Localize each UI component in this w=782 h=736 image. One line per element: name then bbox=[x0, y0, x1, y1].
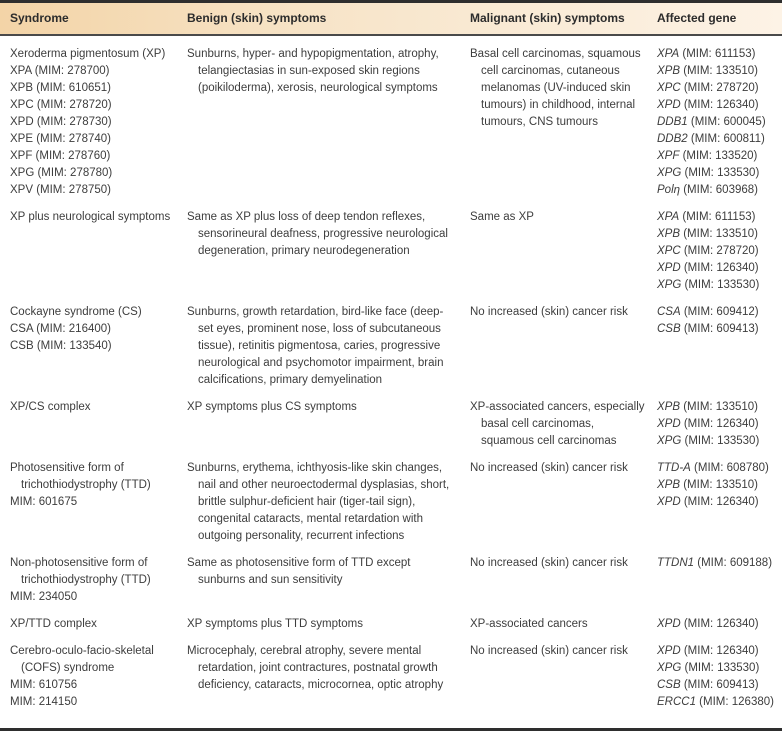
table-row bbox=[0, 555, 782, 606]
benign-symptoms-text: Same as XP plus loss of deep tendon reflexes, sensorineural deafness, progressive neurological degeneration, primary neurodegeneration bbox=[187, 211, 448, 257]
syndrome-line: trichothiodystrophy (TTD) bbox=[21, 479, 151, 491]
gene-symbol: CSB bbox=[657, 679, 681, 691]
gene-line: XPC (MIM: 278720) bbox=[657, 82, 759, 94]
syndrome-line: MIM: 214150 bbox=[10, 696, 78, 708]
benign-symptoms-cell bbox=[187, 399, 470, 450]
syndrome-cell bbox=[0, 555, 187, 606]
benign-symptoms-text: Microcephaly, cerebral atrophy, severe mental retardation, joint contractures, postnatal growth deficiency, cataracts, microcornea, optic atrophy bbox=[187, 645, 444, 691]
table-row bbox=[0, 643, 782, 711]
malignant-symptoms-text: No increased (skin) cancer risk bbox=[470, 462, 628, 474]
table-row bbox=[0, 46, 782, 199]
syndrome-cell bbox=[0, 46, 187, 199]
syndrome-line: Non-photosensitive form of bbox=[10, 557, 148, 569]
malignant-symptoms-text: No increased (skin) cancer risk bbox=[470, 557, 628, 569]
gene-line: CSB (MIM: 609413) bbox=[657, 679, 759, 691]
gene-symbol: XPD bbox=[657, 262, 681, 274]
gene-line: XPG (MIM: 133530) bbox=[657, 662, 760, 674]
gene-symbol: XPG bbox=[657, 435, 682, 447]
genes-cell bbox=[657, 555, 782, 606]
genes-cell bbox=[657, 643, 782, 711]
gene-symbol: CSB bbox=[657, 323, 681, 335]
malignant-symptoms-text: No increased (skin) cancer risk bbox=[470, 645, 628, 657]
gene-symbol: XPD bbox=[657, 645, 681, 657]
gene-line: DDB2 (MIM: 600811) bbox=[657, 133, 765, 145]
syndrome-line: XP/TTD complex bbox=[10, 618, 97, 630]
table-row bbox=[0, 304, 782, 389]
syndrome-line: (COFS) syndrome bbox=[21, 662, 115, 674]
gene-line: XPG (MIM: 133530) bbox=[657, 167, 760, 179]
malignant-symptoms-text: Basal cell carcinomas, squamous cell carcinomas, cutaneous melanomas (UV-induced skin tumours) in childhood, internal tumours, CNS tumours bbox=[470, 48, 641, 128]
syndrome-line: XPV (MIM: 278750) bbox=[10, 184, 111, 196]
gene-symbol: XPF bbox=[657, 150, 680, 162]
syndrome-line: Xeroderma pigmentosum (XP) bbox=[10, 48, 166, 60]
syndrome-line: MIM: 601675 bbox=[10, 496, 78, 508]
gene-line: XPD (MIM: 126340) bbox=[657, 645, 759, 657]
malignant-symptoms-cell bbox=[470, 399, 657, 450]
gene-symbol: XPA bbox=[657, 211, 680, 223]
malignant-symptoms-cell bbox=[470, 46, 657, 199]
genes-cell bbox=[657, 616, 782, 633]
gene-line: XPC (MIM: 278720) bbox=[657, 245, 759, 257]
gene-line: DDB1 (MIM: 600045) bbox=[657, 116, 766, 128]
gene-line: XPA (MIM: 611153) bbox=[657, 48, 756, 60]
gene-line: XPD (MIM: 126340) bbox=[657, 618, 759, 630]
gene-line: XPD (MIM: 126340) bbox=[657, 496, 759, 508]
genes-cell bbox=[657, 46, 782, 199]
benign-symptoms-text: XP symptoms plus TTD symptoms bbox=[187, 618, 363, 630]
gene-line: XPD (MIM: 126340) bbox=[657, 262, 759, 274]
gene-line: XPB (MIM: 133510) bbox=[657, 228, 758, 240]
gene-symbol: XPG bbox=[657, 662, 682, 674]
benign-symptoms-cell bbox=[187, 616, 470, 633]
gene-line: TTDN1 (MIM: 609188) bbox=[657, 557, 773, 569]
syndrome-line: MIM: 610756 bbox=[10, 679, 78, 691]
gene-symbol: XPD bbox=[657, 99, 681, 111]
gene-symbol: Polη bbox=[657, 184, 681, 196]
benign-symptoms-cell bbox=[187, 46, 470, 199]
syndrome-line: Cockayne syndrome (CS) bbox=[10, 306, 142, 318]
column-header-gene: Affected gene bbox=[657, 11, 737, 25]
syndrome-line: CSA (MIM: 216400) bbox=[10, 323, 111, 335]
column-header-benign: Benign (skin) symptoms bbox=[187, 11, 327, 25]
syndrome-line: Cerebro-oculo-facio-skeletal bbox=[10, 645, 154, 657]
malignant-symptoms-text: Same as XP bbox=[470, 211, 534, 223]
gene-line: Polη (MIM: 603968) bbox=[657, 184, 758, 196]
gene-line: CSB (MIM: 609413) bbox=[657, 323, 759, 335]
gene-symbol: XPB bbox=[657, 401, 681, 413]
column-header-syndrome: Syndrome bbox=[10, 11, 69, 25]
gene-symbol: XPC bbox=[657, 82, 681, 94]
malignant-symptoms-text: XP-associated cancers, especially basal cell carcinomas, squamous cell carcinomas bbox=[470, 401, 645, 447]
gene-symbol: CSA bbox=[657, 306, 681, 318]
gene-symbol: ERCC1 bbox=[657, 696, 696, 708]
gene-line: XPB (MIM: 133510) bbox=[657, 401, 758, 413]
benign-symptoms-cell bbox=[187, 555, 470, 606]
gene-symbol: XPB bbox=[657, 65, 681, 77]
gene-symbol: TTDN1 bbox=[657, 557, 695, 569]
malignant-symptoms-text: No increased (skin) cancer risk bbox=[470, 306, 628, 318]
malignant-symptoms-text: XP-associated cancers bbox=[470, 618, 588, 630]
gene-symbol: XPA bbox=[657, 48, 680, 60]
gene-symbol: XPD bbox=[657, 418, 681, 430]
genes-cell bbox=[657, 209, 782, 294]
syndrome-line: XPA (MIM: 278700) bbox=[10, 65, 110, 77]
malignant-symptoms-cell bbox=[470, 460, 657, 545]
syndrome-line: XPF (MIM: 278760) bbox=[10, 150, 111, 162]
malignant-symptoms-cell bbox=[470, 304, 657, 389]
syndrome-cell bbox=[0, 399, 187, 450]
gene-line: ERCC1 (MIM: 126380) bbox=[657, 696, 774, 708]
syndrome-cell bbox=[0, 209, 187, 294]
gene-line: XPG (MIM: 133530) bbox=[657, 435, 760, 447]
gene-line: XPB (MIM: 133510) bbox=[657, 65, 758, 77]
gene-line: TTD-A (MIM: 608780) bbox=[657, 462, 769, 474]
gene-line: CSA (MIM: 609412) bbox=[657, 306, 759, 318]
table-row bbox=[0, 399, 782, 450]
gene-line: XPF (MIM: 133520) bbox=[657, 150, 758, 162]
gene-symbol: XPD bbox=[657, 496, 681, 508]
syndrome-cell bbox=[0, 643, 187, 711]
gene-line: XPD (MIM: 126340) bbox=[657, 99, 759, 111]
benign-symptoms-cell bbox=[187, 460, 470, 545]
gene-line: XPB (MIM: 133510) bbox=[657, 479, 758, 491]
table-row bbox=[0, 616, 782, 633]
syndrome-line: XPG (MIM: 278780) bbox=[10, 167, 113, 179]
gene-line: XPG (MIM: 133530) bbox=[657, 279, 760, 291]
benign-symptoms-cell bbox=[187, 209, 470, 294]
syndrome-line: XPB (MIM: 610651) bbox=[10, 82, 111, 94]
table-header-row bbox=[0, 3, 782, 36]
gene-symbol: XPG bbox=[657, 279, 682, 291]
gene-symbol: XPD bbox=[657, 618, 681, 630]
benign-symptoms-cell bbox=[187, 643, 470, 711]
genes-cell bbox=[657, 460, 782, 545]
benign-symptoms-text: XP symptoms plus CS symptoms bbox=[187, 401, 357, 413]
syndrome-line: XP plus neurological symptoms bbox=[10, 211, 171, 223]
table-body bbox=[0, 36, 782, 711]
malignant-symptoms-cell bbox=[470, 209, 657, 294]
genes-cell bbox=[657, 399, 782, 450]
gene-symbol: DDB2 bbox=[657, 133, 688, 145]
gene-symbol: XPB bbox=[657, 479, 681, 491]
syndrome-cell bbox=[0, 304, 187, 389]
syndrome-line: XPE (MIM: 278740) bbox=[10, 133, 111, 145]
column-header-malignant: Malignant (skin) symptoms bbox=[470, 11, 625, 25]
gene-line: XPD (MIM: 126340) bbox=[657, 418, 759, 430]
table-bottom-rule bbox=[0, 728, 782, 731]
syndrome-line: XPC (MIM: 278720) bbox=[10, 99, 112, 111]
gene-symbol: XPC bbox=[657, 245, 681, 257]
gene-symbol: DDB1 bbox=[657, 116, 688, 128]
benign-symptoms-text: Sunburns, hyper- and hypopigmentation, atrophy, telangiectasias in sun-exposed skin regions (poikiloderma), xerosis, neurological symptoms bbox=[187, 48, 439, 94]
syndrome-cell bbox=[0, 460, 187, 545]
gene-symbol: TTD-A bbox=[657, 462, 691, 474]
malignant-symptoms-cell bbox=[470, 643, 657, 711]
syndrome-line: XP/CS complex bbox=[10, 401, 91, 413]
benign-symptoms-cell bbox=[187, 304, 470, 389]
syndrome-line: MIM: 234050 bbox=[10, 591, 78, 603]
gene-symbol: XPG bbox=[657, 167, 682, 179]
benign-symptoms-text: Sunburns, growth retardation, bird-like face (deep-set eyes, prominent nose, loss of subcutaneous tissue), retinitis pigmentosa, caries, progressive neurological and psychomotor impairment, brain calcifications, primary demyelination bbox=[187, 306, 444, 386]
benign-symptoms-text: Same as photosensitive form of TTD except sunburns and sun sensitivity bbox=[187, 557, 411, 586]
malignant-symptoms-cell bbox=[470, 616, 657, 633]
gene-symbol: XPB bbox=[657, 228, 681, 240]
syndrome-line: trichothiodystrophy (TTD) bbox=[21, 574, 151, 586]
syndrome-line: XPD (MIM: 278730) bbox=[10, 116, 112, 128]
malignant-symptoms-cell bbox=[470, 555, 657, 606]
table-row bbox=[0, 460, 782, 545]
syndrome-cell bbox=[0, 616, 187, 633]
syndrome-line: CSB (MIM: 133540) bbox=[10, 340, 112, 352]
syndrome-line: Photosensitive form of bbox=[10, 462, 124, 474]
genes-cell bbox=[657, 304, 782, 389]
table-row bbox=[0, 209, 782, 294]
gene-line: XPA (MIM: 611153) bbox=[657, 211, 756, 223]
benign-symptoms-text: Sunburns, erythema, ichthyosis-like skin changes, nail and other neuroectodermal dysplasias, short, brittle sulphur-deficient hair (tiger-tail sign), congenital cataracts, mental retardation with outgoing personality, recurrent infections bbox=[187, 462, 450, 542]
